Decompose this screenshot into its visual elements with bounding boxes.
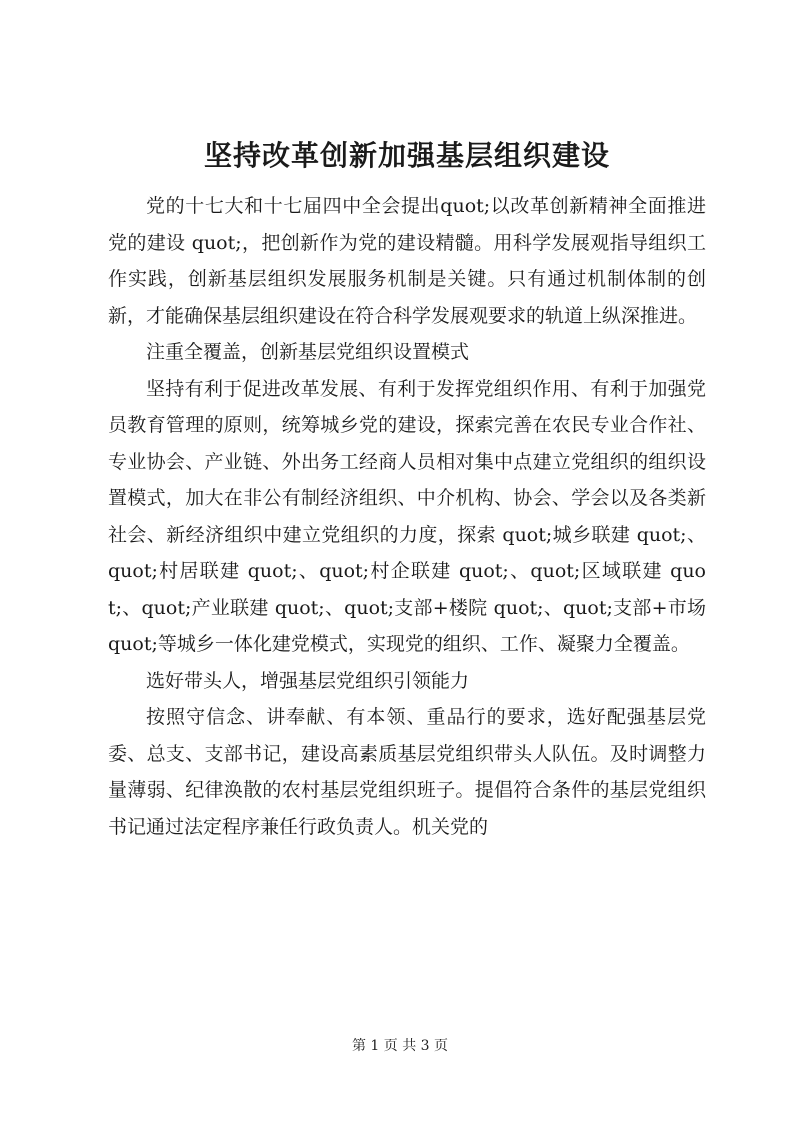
section-heading-coverage: 注重全覆盖，创新基层党组织设置模式 (146, 341, 470, 363)
coverage-paragraph: 坚持有利于促进改革发展、有利于发挥党组织作用、有利于加强党员教育管理的原则，统筹城乡党的建设，探索完善在农民专业合作社、专业协会、产业链、外出务工经商人员相对集中点建立党组织的组织设置模式，加大在非公有制经济组织、中介机构、协会、学会以及各类新社会、新经济组织中建立党组织的力度，探索 quot;城乡联建 quot;、quot;村居联建 quot;、quot;村企联建 quot;、quot;区域联建 quot;、quot;产业联建 quot;、quot;支部+楼院 quot;、quot;支部+市场 quot;等城乡一体化建党模式，实现党的组织、工作、凝聚力全覆盖。 (108, 377, 706, 655)
page-footer: 第 1 页 共 3 页 (351, 1038, 449, 1054)
document-title: 坚持改革创新加强基层组织建设 (203, 139, 610, 172)
intro-paragraph: 党的十七大和十七届四中全会提出quot;以改革创新精神全面推进党的建设 quot;，把创新作为党的建设精髓。用科学发展观指导组织工作实践，创新基层组织发展服务机制是关键。只有通过机制体制的创新，才能确保基层组织建设在符合科学发展观要求的轨道上纵深推进。 (108, 195, 706, 327)
leaders-paragraph: 按照守信念、讲奉献、有本领、重品行的要求，选好配强基层党委、总支、支部书记，建设高素质基层党组织带头人队伍。及时调整力量薄弱、纪律涣散的农村基层党组织班子。提倡符合条件的基层党组织书记通过法定程序兼任行政负责人。机关党的 (108, 706, 706, 838)
section-heading-leaders: 选好带头人，增强基层党组织引领能力 (146, 669, 470, 692)
